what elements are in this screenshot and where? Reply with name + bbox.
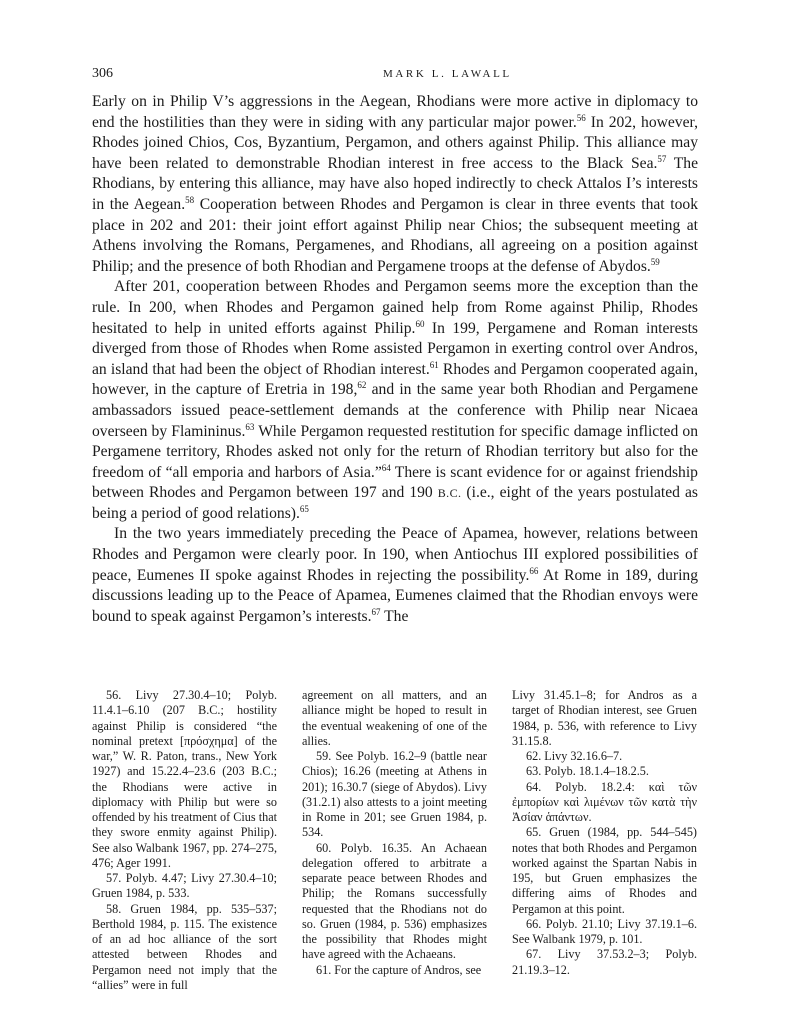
footnote-ref[interactable]: 67 xyxy=(371,606,381,617)
text-span: After 201, cooperation between Rhodes and Pergamon seems more the exception than the rule. In 200, when Rhodes and Pergamon gained help from Rome against Philip, Rhodes hesitated to help in united efforts against Philip. xyxy=(92,278,698,337)
text-span: Rhodes and Pergamon cooperated again, however, in the capture of Eretria in 198, xyxy=(92,360,698,399)
footnote-61: 61. For the capture of Andros, see xyxy=(316,962,482,977)
footnote-column-2 xyxy=(302,688,487,978)
text-span: and in the same year both Rhodian and Pergamene ambassadors issued peace-settlement demands at the conference with Philip near Nicaea overseen by Flamininus. xyxy=(92,381,698,440)
footnote-57: 57. Polyb. 4.47; Livy 27.30.4–10; Gruen 1984, p. 533. xyxy=(92,871,277,901)
text-span: (i.e., eight of the years postulated as being a period of good relations). xyxy=(92,484,698,522)
footnote-column-1 xyxy=(92,688,277,993)
text-span: In 202, however, Rhodes joined Chios, Cos, Byzantium, Pergamon, and others against Philip. This alliance may have been related to demonstrable Rhodian interest in free access to the Black Sea. xyxy=(92,113,698,172)
footnote-ref[interactable]: 61 xyxy=(429,359,439,370)
paragraph-2 xyxy=(92,277,698,524)
footnote-column-3 xyxy=(512,688,697,978)
text-span: Cooperation between Rhodes and Pergamon is clear in three events that took place in 202 and 201: their joint effort against Philip near Chios; the subsequent meeting at Athens involving the Romans, Pergamenes, and Rhodians, all agreeing on a position against Philip; and the presence of both Rhodian and Pergamene troops at the defense of Abydos. xyxy=(92,195,698,275)
footnote-61-continued: Livy 31.45.1–8; for Andros as a target of Rhodian interest, see Gruen 1984, p. 536, with reference to Livy 31.15.8. xyxy=(512,688,697,748)
footnote-59: 59. See Polyb. 16.2–9 (battle near Chios); 16.26 (meeting at Athens in 201); 16.30.7 (siege of Abydos). Livy (31.2.1) also attests to a joint meeting in Rome in 201; see Gruen 1984, p. 534. xyxy=(302,749,487,840)
footnote-67: 67. Livy 37.53.2–3; Polyb. 21.19.3–12. xyxy=(512,947,697,977)
page-number: 306 xyxy=(92,66,113,81)
text-span: The Rhodians, by entering this alliance, may have also hoped indirectly to check Attalos I’s interests in the Aegean. xyxy=(92,154,698,213)
footnote-ref[interactable]: 60 xyxy=(415,318,425,329)
footnote-58-continued: agreement on all matters, and an alliance might be hoped to result in the eventual weakening of one of the allies. xyxy=(302,688,487,748)
footnote-ref[interactable]: 63 xyxy=(245,421,255,432)
paragraph-3 xyxy=(92,524,698,627)
text-span: There is scant evidence for or against friendship between Rhodes and Pergamon between 197 and 190 xyxy=(92,463,698,502)
text-span: The xyxy=(380,607,409,625)
text-span: While Pergamon requested restitution for specific damage inflicted on Pergamene territory, Rhodes asked not only for the return of Rhodian territory but also for the freedom of “all emporia and harbors of Asia.” xyxy=(92,422,698,481)
main-text xyxy=(92,92,698,627)
footnote-ref[interactable]: 62 xyxy=(357,380,367,391)
text-span: In the two years immediately preceding the Peace of Apamea, however, relations between Rhodes and Pergamon were clearly poor. In 190, when Antiochus III explored possibilities of peace, Eumenes II spoke against Rhodes in rejecting the possibility. xyxy=(92,525,698,584)
footnote-62: 62. Livy 32.16.6–7. xyxy=(526,749,623,763)
footnote-65: 65. Gruen (1984, pp. 544–545) notes that both Rhodes and Pergamon worked against the Spartan Nabis in 195, but Gruen emphasizes the differing aims of Rhodes and Pergamon at this point. xyxy=(512,825,697,916)
footnote-ref[interactable]: 65 xyxy=(299,503,309,514)
text-span: Early on in Philip V’s aggressions in the Aegean, Rhodians were more active in diplomacy to end the hostilities than they were in siding with any particular major power. xyxy=(92,93,698,131)
footnote-ref[interactable]: 58 xyxy=(185,194,195,205)
footnote-ref[interactable]: 56 xyxy=(576,112,586,123)
text-span: In 199, Pergamene and Roman interests diverged from those of Rhodes when Rome assisted Pergamon in exerting control over Andros, an island that had been the object of Rhodian interest. xyxy=(92,319,698,378)
running-head: MARK L. LAWALL xyxy=(383,68,512,80)
footnote-ref[interactable]: 66 xyxy=(529,565,539,576)
footnote-56: 56. Livy 27.30.4–10; Polyb. 11.4.1–6.10 (207 B.C.; hostility against Philip is considered “the nominal pretext [πρόσχημα] of the war,” W. R. Paton, trans., New York 1927) and 15.22.4–23.6 (203 B.C.; the Rhodians were active in diplomacy with Philip but were so offended by his treatment of Cius that they swore enmity against Philip). See also Walbank 1967, pp. 274–275, 476; Ager 1991. xyxy=(92,688,277,870)
footnote-58: 58. Gruen 1984, pp. 535–537; Berthold 1984, p. 115. The existence of an ad hoc alliance of the sort attested between Rhodes and Pergamon need not imply that the “allies” were in full xyxy=(92,901,277,992)
paragraph-1 xyxy=(92,92,698,277)
footnote-ref[interactable]: 59 xyxy=(650,256,660,267)
footnote-64: 64. Polyb. 18.2.4: καὶ τῶν ἐμπορίων καὶ λιμένων τῶν κατὰ τὴν Ἀσίαν ἁπάντων. xyxy=(512,779,697,824)
small-caps-era: B.C. xyxy=(437,486,462,501)
footnote-ref[interactable]: 57 xyxy=(657,153,667,164)
footnote-ref[interactable]: 64 xyxy=(381,462,391,473)
footnote-63: 63. Polyb. 18.1.4–18.2.5. xyxy=(526,764,649,779)
text-span: At Rome in 189, during discussions leading up to the Peace of Apamea, Eumenes claimed that the Rhodian envoys were bound to speak against Pergamon’s interests. xyxy=(92,566,698,625)
footnote-60: 60. Polyb. 16.35. An Achaean delegation offered to arbitrate a separate peace between Rhodes and Philip; the Romans successfully requested that the Rhodians not do so. Gruen (1984, p. 536) emphasizes the possibility that Rhodes might have agreed with the Achaeans. xyxy=(302,840,487,962)
footnote-66: 66. Polyb. 21.10; Livy 37.19.1–6. See Walbank 1979, p. 101. xyxy=(512,916,697,946)
